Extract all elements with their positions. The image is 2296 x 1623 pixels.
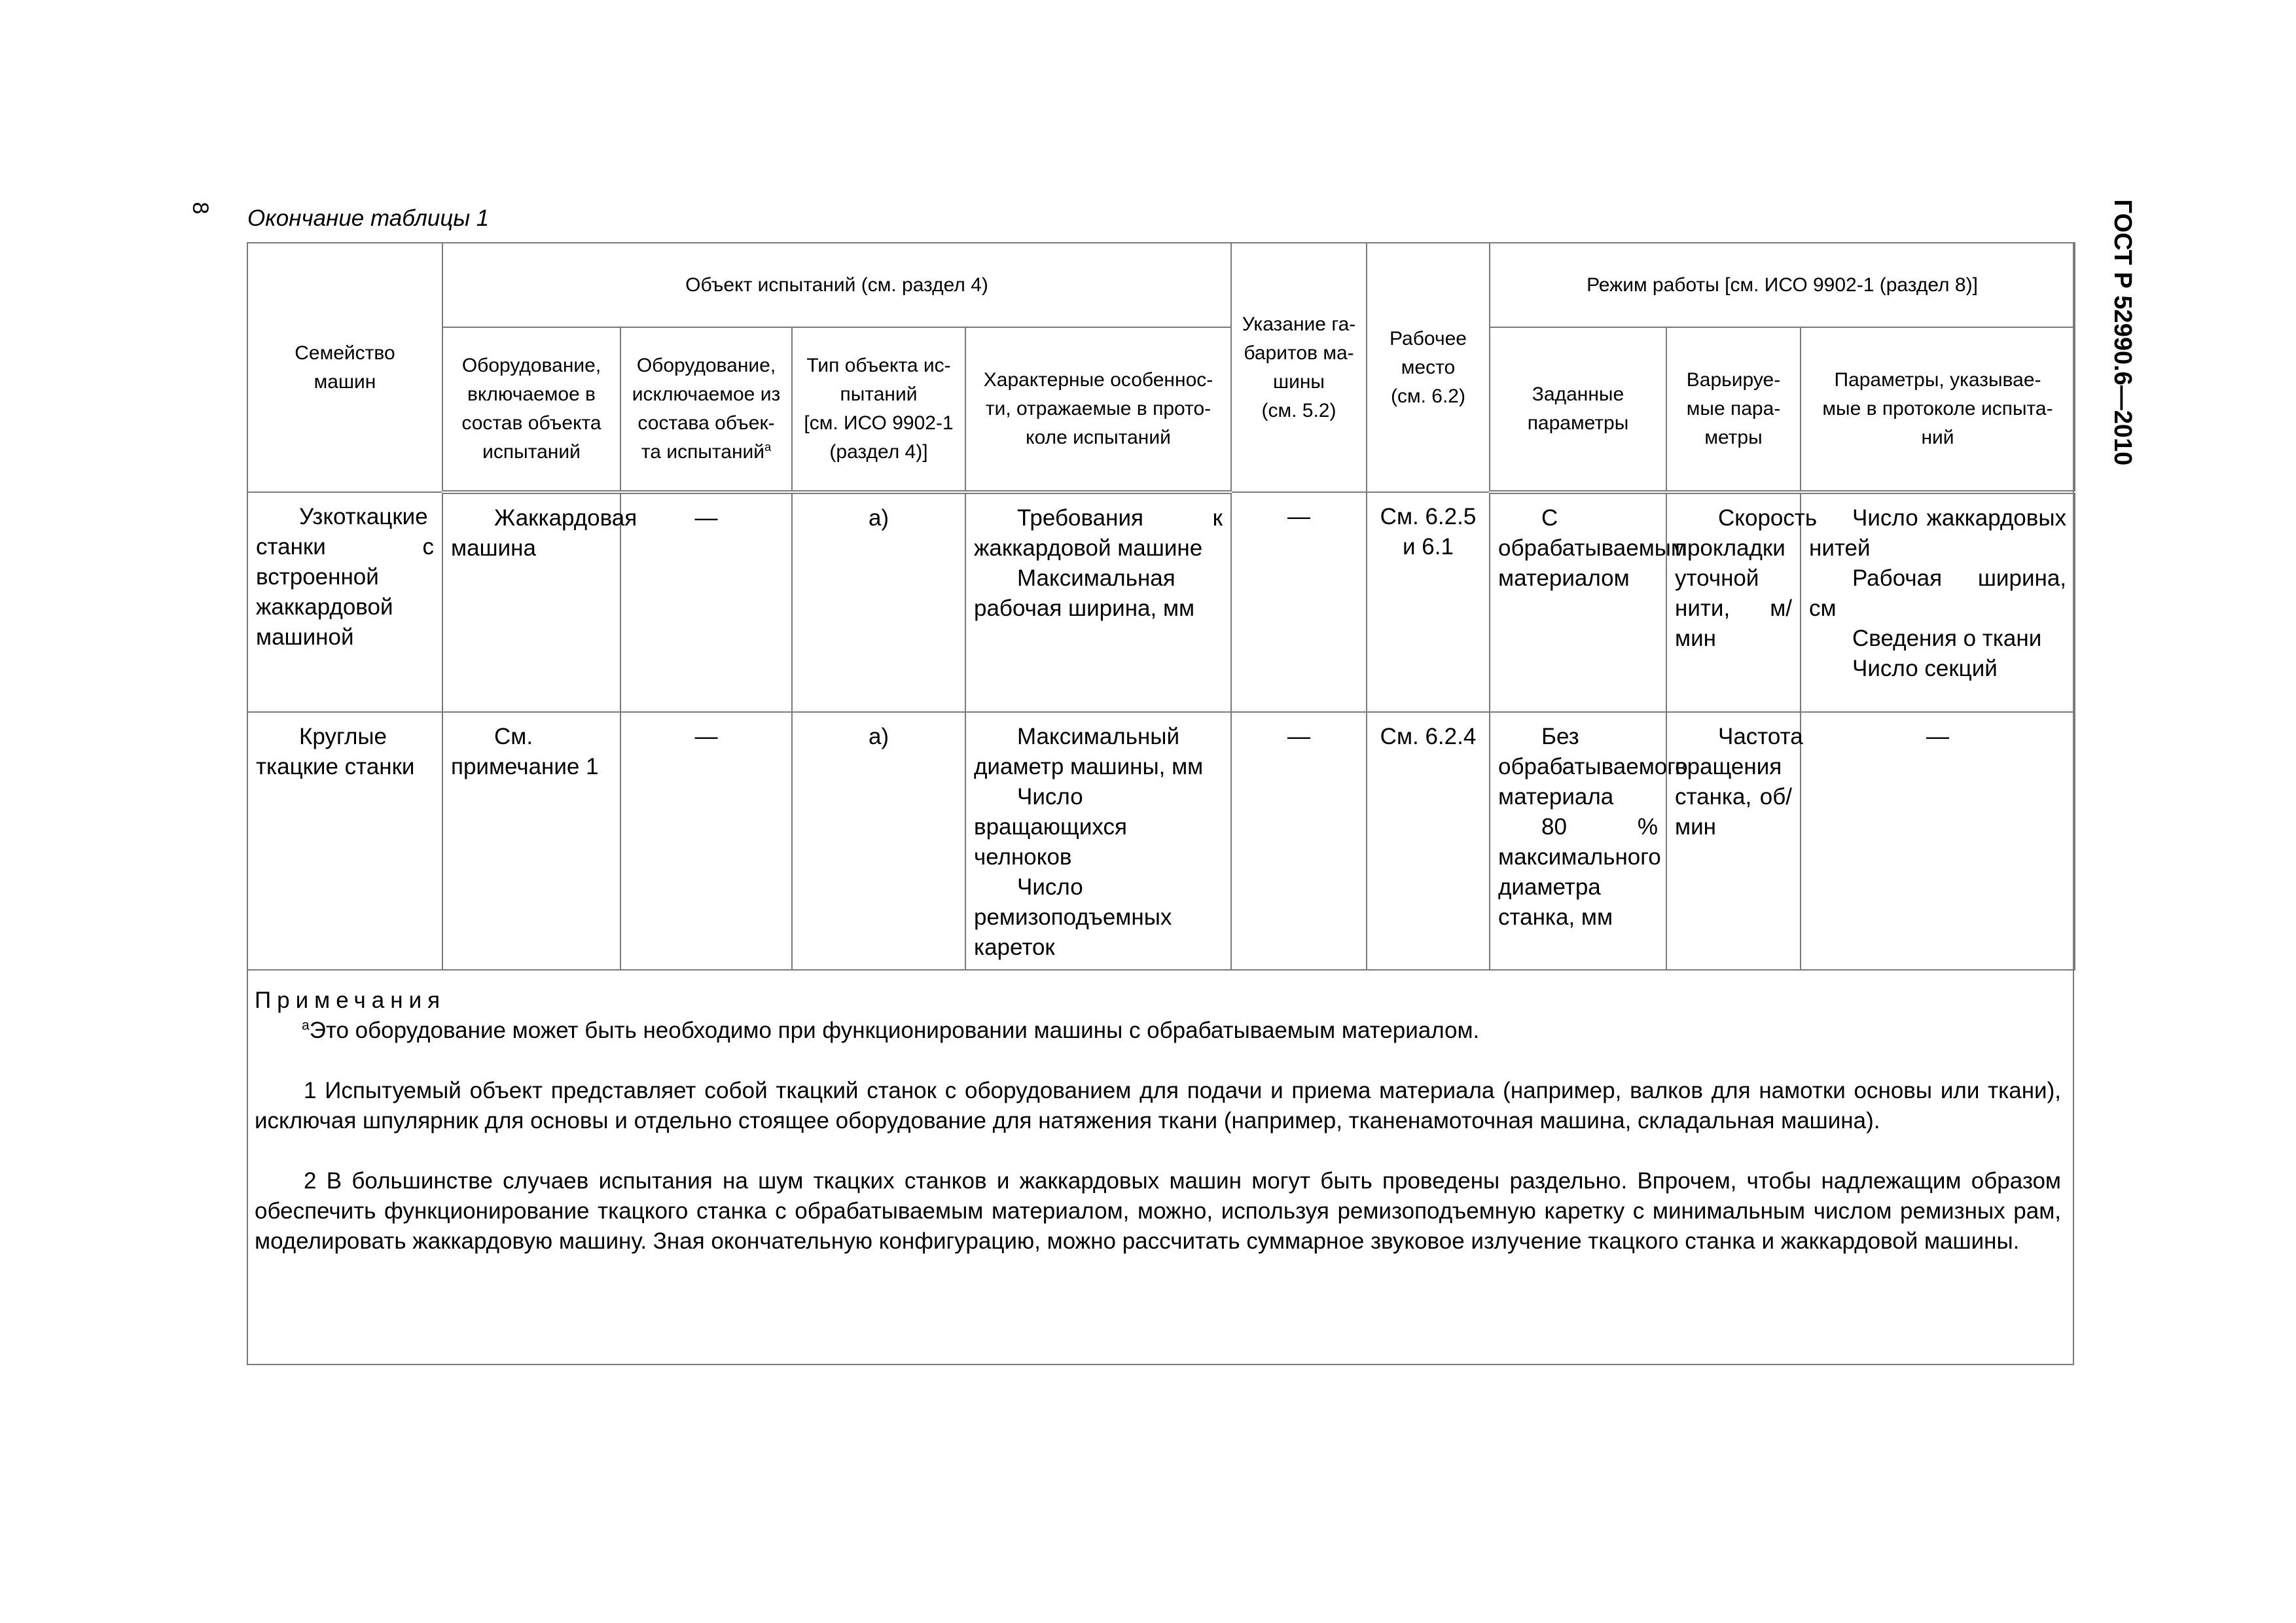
header-machine-family: Семейство машин: [247, 243, 442, 492]
notes-heading: Примечания: [255, 988, 446, 1013]
cell-included: См. примечание 1: [442, 712, 620, 970]
cell-workplace: См. 6.2.4: [1367, 712, 1490, 970]
requirements-table: [247, 242, 2075, 971]
header-operating-mode: Режим работы [см. ИСО 9902-1 (раздел 8)]: [1490, 243, 2075, 327]
footnote: $^a$Это оборудование может быть необходимо при функционировании машины с обрабатываемым материалом.: [302, 1018, 1480, 1043]
header-object-type: Тип объекта ис- пытаний [см. ИСО 9902-1 (раздел 4)]: [792, 327, 965, 492]
header-excluded-equipment: Оборудование, исключаемое из состава объек- та испытаний$^a$: [620, 327, 792, 492]
running-head: [2111, 195, 2134, 470]
table-row: [247, 712, 2075, 970]
footnote-marker: a: [302, 1018, 310, 1033]
cell-dimensions: —: [1231, 492, 1367, 712]
cell-features: Требования к жаккардовой машине Максимальная рабочая ширина, мм: [965, 492, 1231, 712]
header-set-parameters: Заданные параметры: [1490, 327, 1666, 492]
cell-reported-parameters: —: [1801, 712, 2075, 970]
cell-dimensions: —: [1231, 712, 1367, 970]
header-varied-parameters: Варьируе- мые пара- метры: [1666, 327, 1801, 492]
footnote-marker: a: [764, 440, 772, 454]
cell-reported-parameters: Число жаккардовых нитей Рабочая ширина, см Сведения о ткани Число секций: [1801, 492, 2075, 712]
cell-excluded: —: [620, 492, 792, 712]
header-test-object: Объект испытаний (см. раздел 4): [442, 243, 1231, 327]
header-workplace: Рабочее место (см. 6.2): [1367, 243, 1490, 492]
header-included-equipment: Оборудование, включаемое в состав объекта испытаний: [442, 327, 620, 492]
table-caption: Окончание таблицы 1: [247, 205, 490, 231]
cell-object-type: а): [792, 712, 965, 970]
note-1: 1 Испытуемый объект представляет собой ткацкий станок с оборудованием для подачи и приема материала (например, валков для намотки основы или ткани), исключая шпулярник для основы и отдельно стоящее оборудование для натяжения ткани (например, тканенамоточная машина, складальная машина).: [255, 1078, 2061, 1133]
page-number: 8: [188, 202, 213, 215]
cell-set-parameters: Без обрабатываемого материала 80 % максимального диаметра станка, мм: [1490, 712, 1666, 970]
cell-workplace: См. 6.2.5 и 6.1: [1367, 492, 1490, 712]
standard-designation: ГОСТ Р 52990.6—2010: [2109, 199, 2136, 466]
notes-section: [247, 959, 2074, 1257]
cell-included: Жаккардовая машина: [442, 492, 620, 712]
cell-object-type: а): [792, 492, 965, 712]
table-row: [247, 492, 2075, 712]
cell-varied-parameters: Частота вращения станка, об/мин: [1666, 712, 1801, 970]
cell-family: Круглые ткацкие станки: [247, 712, 442, 970]
cell-family: Узкоткацкие станки с встроенной жаккардовой машиной: [247, 492, 442, 712]
header-features: Характерные особеннос- ти, отражаемые в прото- коле испытаний: [965, 327, 1231, 492]
cell-excluded: —: [620, 712, 792, 970]
header-machine-dimensions: Указание га- баритов ма- шины (см. 5.2): [1231, 243, 1367, 492]
cell-features: Максимальный диаметр машины, мм Число вращающихся челноков Число ремизоподъемных кареток: [965, 712, 1231, 970]
header-reported-parameters: Параметры, указывае- мые в протоколе испыта- ний: [1801, 327, 2075, 492]
note-2: 2 В большинстве случаев испытания на шум ткацких станков и жаккардовых машин могут быть проведены раздельно. Впрочем, чтобы надлежащим образом обеспечить функционирование ткацкого станка с обрабатываемым материалом, можно, используя ремизоподъемную каретку с минимальным числом ремизных рам, моделировать жаккардовую машину. Зная окончательную конфигурацию, можно рассчитать суммарное звуковое излучение ткацкого станка и жаккардовой машины.: [255, 1168, 2061, 1254]
cell-set-parameters: С обрабатываемым материалом: [1490, 492, 1666, 712]
cell-varied-parameters: Скорость прокладки уточной нити, м/мин: [1666, 492, 1801, 712]
